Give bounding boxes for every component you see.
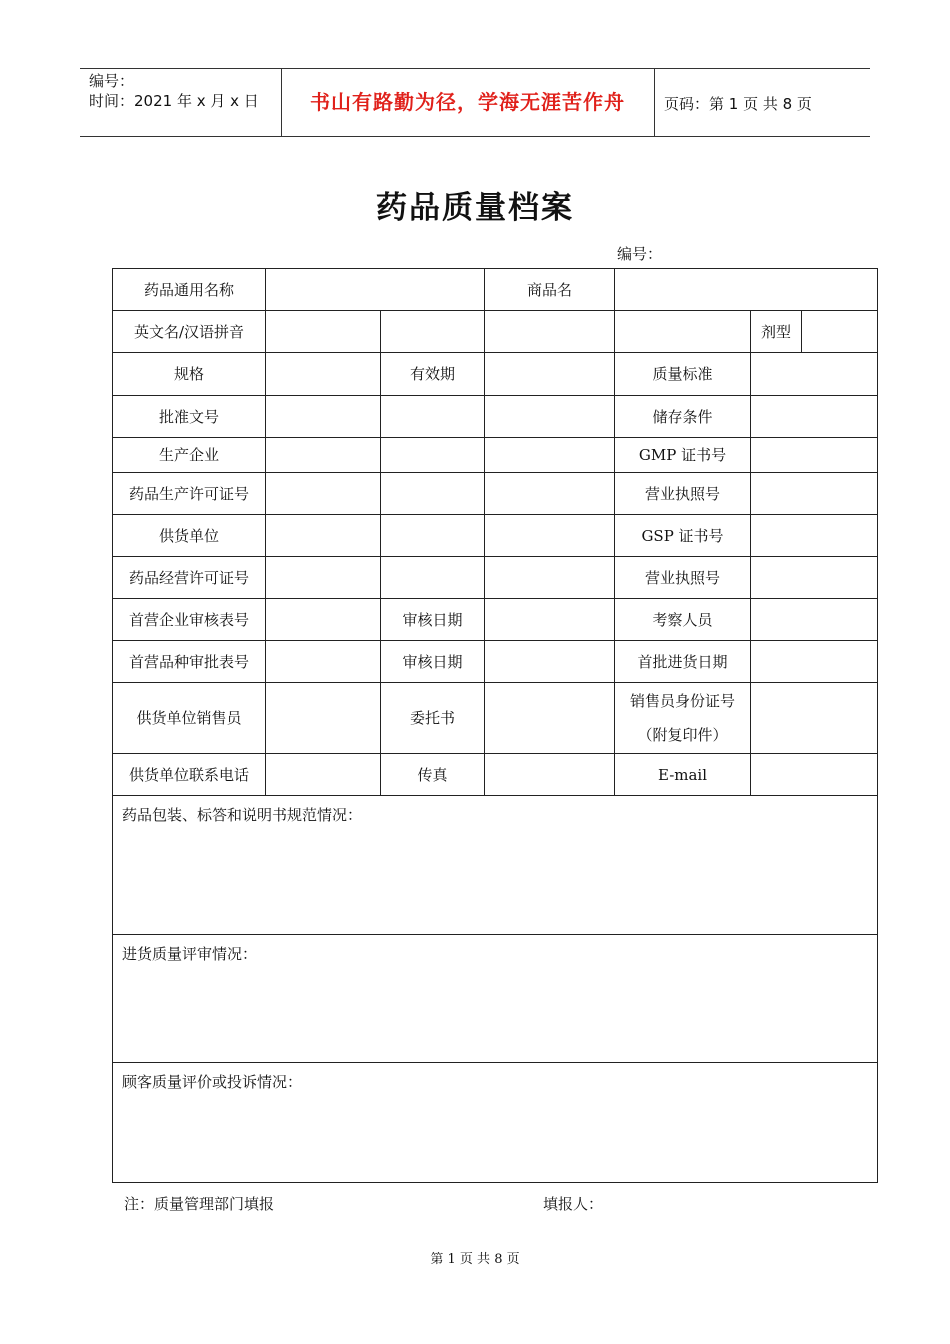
label-trade-name: 商品名 <box>526 280 572 299</box>
header-bottom-rule <box>80 136 870 137</box>
label-review-date-2: 审核日期 <box>402 652 463 671</box>
header-date-label: 时间：2021 年 x 月 x 日 <box>89 92 259 110</box>
label-business-license-2: 营业执照号 <box>644 568 720 587</box>
label-english-pinyin: 英文名/汉语拼音 <box>133 322 245 341</box>
label-mfg-license: 药品生产许可证号 <box>128 484 249 503</box>
label-first-variety-form: 首营品种审批表号 <box>128 652 249 671</box>
label-gsp-cert: GSP 证书号 <box>641 526 724 545</box>
label-generic-name: 药品通用名称 <box>143 280 234 299</box>
document-number-label: 编号： <box>617 245 663 263</box>
label-supplier: 供货单位 <box>158 526 219 545</box>
table-border-right <box>877 268 878 1183</box>
label-supplier-phone: 供货单位联系电话 <box>128 765 249 784</box>
label-first-purchase-date: 首批进货日期 <box>637 652 728 671</box>
label-first-enterprise-form: 首营企业审核表号 <box>128 610 249 629</box>
label-business-license-1: 营业执照号 <box>644 484 720 503</box>
footer-note: 注：质量管理部门填报 <box>124 1195 275 1213</box>
label-specification: 规格 <box>173 365 204 383</box>
label-email: E-mail <box>657 765 708 784</box>
column-line <box>750 310 751 796</box>
label-manufacturer: 生产企业 <box>158 446 219 464</box>
label-approval-number: 批准文号 <box>158 407 219 426</box>
label-supplier-salesperson: 供货单位销售员 <box>136 709 242 727</box>
header-page-label: 页码：第 1 页 共 8 页 <box>664 95 812 113</box>
column-line <box>265 268 266 796</box>
label-salesperson-id-note: （附复印件） <box>637 726 728 744</box>
label-gmp-cert: GMP 证书号 <box>638 446 727 464</box>
header-number-label: 编号： <box>89 72 135 90</box>
row-line <box>112 934 878 935</box>
header-top-rule <box>80 68 870 69</box>
label-storage: 储存条件 <box>652 407 713 426</box>
label-power-of-attorney: 委托书 <box>409 709 455 727</box>
row-line <box>112 1062 878 1063</box>
column-line <box>801 310 802 353</box>
document-title: 药品质量档案 <box>376 190 574 226</box>
column-line <box>484 268 485 796</box>
label-inspector: 考察人员 <box>652 610 713 629</box>
label-trade-license: 药品经营许可证号 <box>128 568 249 587</box>
label-fax: 传真 <box>417 765 448 784</box>
header-motto: 书山有路勤为径，学海无涯苦作舟 <box>310 90 625 114</box>
label-salesperson-id-group <box>615 683 750 753</box>
label-validity: 有效期 <box>409 365 455 383</box>
header-divider-right <box>654 68 655 136</box>
label-salesperson-id: 销售员身份证号 <box>629 692 735 710</box>
footer-filler-label: 填报人： <box>543 1195 604 1213</box>
row-line <box>112 795 878 796</box>
label-customer-feedback: 顾客质量评价或投诉情况： <box>122 1073 303 1091</box>
page-number: 第 1 页 共 8 页 <box>430 1252 520 1267</box>
table-border-bottom <box>112 1182 878 1183</box>
label-dosage-form: 剂型 <box>760 322 791 341</box>
label-review-date-1: 审核日期 <box>402 610 463 629</box>
label-purchase-quality-review: 进货质量评审情况： <box>122 945 258 963</box>
label-quality-standard: 质量标准 <box>652 365 713 383</box>
label-packaging-review: 药品包装、标答和说明书规范情况： <box>122 806 363 824</box>
